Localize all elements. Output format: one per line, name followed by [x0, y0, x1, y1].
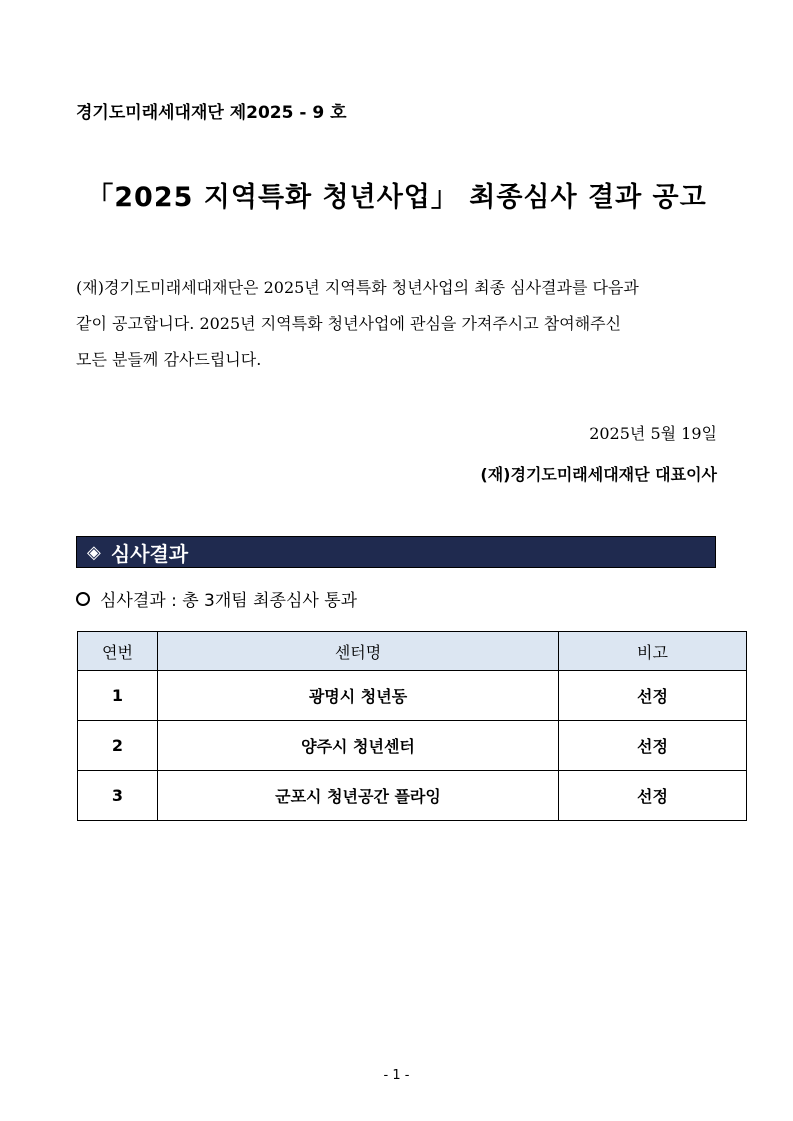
- page-title: 「2025 지역특화 청년사업」 최종심사 결과 공고: [86, 182, 707, 213]
- announcement-body: [76, 270, 718, 378]
- section-header: [76, 536, 716, 568]
- result-summary-text: 심사결과 : 총 3개팀 최종심사 통과: [100, 591, 358, 611]
- announcement-date: 2025년 5월 19일: [589, 424, 717, 443]
- header-note: 비고: [559, 632, 747, 671]
- results-table: [77, 631, 747, 821]
- table-row: [78, 671, 747, 721]
- body-line: (재)경기도미래세대재단은 2025년 지역특화 청년사업의 최종 심사결과를 다음과: [76, 278, 639, 297]
- cell-center-name: 광명시 청년동: [158, 671, 559, 721]
- circle-bullet-icon: [76, 592, 90, 606]
- document-number: 경기도미래세대재단 제2025 - 9 호: [76, 103, 347, 123]
- result-summary: [76, 586, 357, 611]
- diamond-icon: ◈: [87, 541, 101, 563]
- cell-center-name: 군포시 청년공간 플라잉: [158, 771, 559, 821]
- cell-note: 선정: [559, 721, 747, 771]
- cell-note: 선정: [559, 771, 747, 821]
- cell-no: 3: [78, 771, 158, 821]
- issuer-name: (재)경기도미래세대재단 대표이사: [480, 465, 717, 484]
- header-center-name: 센터명: [158, 632, 559, 671]
- section-title: 심사결과: [110, 541, 189, 566]
- cell-center-name: 양주시 청년센터: [158, 721, 559, 771]
- header-no: 연번: [78, 632, 158, 671]
- cell-no: 2: [78, 721, 158, 771]
- body-line: 모든 분들께 감사드립니다.: [76, 350, 262, 369]
- page-number: - 1 -: [383, 1068, 410, 1083]
- body-line: 같이 공고합니다. 2025년 지역특화 청년사업에 관심을 가져주시고 참여해주신: [76, 314, 622, 333]
- table-header-row: [78, 632, 747, 671]
- cell-no: 1: [78, 671, 158, 721]
- table-row: [78, 721, 747, 771]
- table-row: [78, 771, 747, 821]
- cell-note: 선정: [559, 671, 747, 721]
